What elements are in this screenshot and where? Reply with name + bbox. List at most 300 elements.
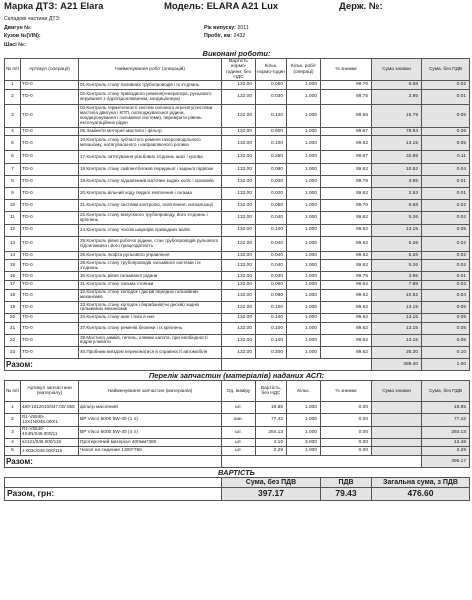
work-code: ТО-0	[21, 260, 79, 272]
part-sum: 284.13	[422, 426, 470, 438]
work-hours: 0.060	[256, 281, 287, 290]
work-pct: 99.70	[321, 81, 372, 90]
work-sum: 0.04	[422, 163, 470, 175]
parts-col-name: Найменування запчастин (матеріалів)	[79, 381, 222, 402]
work-rate: 132.00	[222, 281, 256, 290]
work-sum: 0.01	[422, 89, 470, 104]
work-pct: 99.62	[321, 212, 372, 224]
work-rate: 132.00	[222, 322, 256, 334]
part-row	[5, 438, 470, 447]
work-hours: 0.050	[256, 81, 287, 90]
work-qty: 1.000	[287, 127, 321, 136]
work-hours: 0.600	[256, 127, 287, 136]
work-row	[5, 81, 470, 90]
work-hours: 0.030	[256, 175, 287, 187]
work-rate: 132.00	[222, 301, 256, 313]
summary-col-vat: ПДВ	[321, 477, 372, 487]
work-discount: 5.26	[372, 236, 422, 251]
parts-total-label: Разом:	[5, 455, 222, 467]
work-name: 39.Мастило замків, петель, клямки капота, при необхідності відрегулювати	[79, 334, 222, 346]
work-code: ТО-0	[21, 334, 79, 346]
part-num: 1	[5, 402, 21, 414]
part-num: 5	[5, 447, 21, 456]
work-rate: 132.00	[222, 175, 256, 187]
work-sum: 0.02	[422, 260, 470, 272]
work-sum: 0.02	[422, 81, 470, 90]
work-pct: 99.62	[321, 136, 372, 151]
work-rate: 132.00	[222, 236, 256, 251]
work-row	[5, 289, 470, 301]
work-discount: 32.89	[372, 151, 422, 163]
work-qty: 1.000	[287, 200, 321, 212]
part-qty: 1.000	[287, 402, 321, 414]
work-code: ТО-0	[21, 151, 79, 163]
work-qty: 1.000	[287, 89, 321, 104]
work-sum: 0.02	[422, 200, 470, 212]
work-row	[5, 212, 470, 224]
part-discount	[372, 447, 422, 456]
work-discount: 13.15	[372, 314, 422, 323]
part-name: BP Visco 5000 5W-40 (4 л)	[79, 426, 222, 438]
work-name: 19.Контроль стану підшипників маточин задніх коліс і промоків	[79, 175, 222, 187]
col-pct: % знижки	[321, 59, 372, 81]
work-num: 16	[5, 272, 21, 281]
works-body	[5, 81, 470, 359]
work-discount: 2.63	[372, 187, 422, 199]
work-discount: 13.15	[372, 136, 422, 151]
part-row	[5, 426, 470, 438]
work-num: 23	[5, 347, 21, 359]
work-name: 40.Пробним виїздом переконатися в справності автомобіля	[79, 347, 222, 359]
work-hours: 0.080	[256, 163, 287, 175]
work-qty: 1.000	[287, 260, 321, 272]
work-row	[5, 151, 470, 163]
reg-field	[339, 1, 469, 12]
work-num: 8	[5, 175, 21, 187]
work-row	[5, 260, 470, 272]
work-discount: 5.26	[372, 251, 422, 260]
summary-values-row	[5, 487, 470, 500]
work-qty: 1.000	[287, 347, 321, 359]
work-name: 03.Контроль герметичності систем силового агрегату(системи мастила двигуна і КПП, охолоджувальної рідини, кондиціонування і гальмової системи), перевірити рівень експлуатаційних рідин	[79, 104, 222, 127]
work-code: ТО-0	[21, 187, 79, 199]
part-price: 4.16	[256, 438, 287, 447]
work-sum: 0.05	[422, 136, 470, 151]
work-rate: 132.00	[222, 289, 256, 301]
work-discount: 6.58	[372, 200, 422, 212]
summary-title: ВАРТІСТЬ	[218, 467, 255, 477]
works-total-spacer	[222, 359, 372, 371]
work-qty: 1.000	[287, 251, 321, 260]
work-name: 02.Контроль стану приводного ременя(генератора, рульового керування з гідропідсилювачем, кондиціонера)	[79, 89, 222, 104]
mileage-label: Пробіг, км:	[204, 33, 233, 39]
work-name: 28.Контроль стану трубопроводів гальмівної системи і їх з'єднань	[79, 260, 222, 272]
work-qty: 1.000	[287, 322, 321, 334]
work-sum: 0.11	[422, 151, 470, 163]
part-num: 3	[5, 426, 21, 438]
work-sum: 0.02	[422, 212, 470, 224]
work-code: ТО-0	[21, 272, 79, 281]
work-num: 12	[5, 224, 21, 236]
work-rate: 132.00	[222, 224, 256, 236]
work-num: 9	[5, 187, 21, 199]
work-discount: 78.94	[372, 127, 422, 136]
works-total-row	[5, 359, 470, 371]
work-row	[5, 272, 470, 281]
work-code: ТО-0	[21, 89, 79, 104]
work-name: 25.Контроль рівня робочої рідини, стан трубопроводів рульового підсилювача і його працездатність	[79, 236, 222, 251]
work-discount: 26.30	[372, 347, 422, 359]
work-pct: 99.62	[321, 251, 372, 260]
work-num: 1	[5, 81, 21, 90]
work-qty: 1.000	[287, 104, 321, 127]
work-pct: 99.62	[321, 347, 372, 359]
work-rate: 132.00	[222, 251, 256, 260]
work-row	[5, 200, 470, 212]
work-rate: 132.00	[222, 260, 256, 272]
work-hours: 0.040	[256, 236, 287, 251]
works-title: Виконані роботи:	[202, 49, 271, 58]
work-discount: 13.15	[372, 224, 422, 236]
work-code: ТО-0	[21, 81, 79, 90]
parts-col-discount: Сума знижки	[372, 381, 422, 402]
col-sum: Сума, без ПДВ	[422, 59, 470, 81]
work-sum: 0.10	[422, 347, 470, 359]
part-num: 2	[5, 414, 21, 426]
work-num: 15	[5, 260, 21, 272]
vin-label: Кузов №(VIN):	[4, 33, 41, 39]
work-hours: 0.030	[256, 89, 287, 104]
work-qty: 1.000	[287, 289, 321, 301]
work-rate: 132.00	[222, 314, 256, 323]
work-discount: 3.95	[372, 175, 422, 187]
work-rate: 132.00	[222, 272, 256, 281]
work-code: ТО-0	[21, 289, 79, 301]
work-discount: 3.95	[372, 89, 422, 104]
work-pct: 99.67	[321, 151, 372, 163]
works-header-row	[5, 59, 470, 81]
summary-blank	[5, 477, 222, 487]
col-num: № п/п	[5, 59, 21, 81]
part-pct: 0.00	[321, 426, 372, 438]
work-name: 33.Контроль стану колодок і барабанів(чи дисків) задніх гальмівних механізмів	[79, 301, 222, 313]
work-code: ТО-0	[21, 200, 79, 212]
work-sum: 0.05	[422, 314, 470, 323]
parts-body	[5, 402, 470, 456]
work-hours: 0.250	[256, 151, 287, 163]
part-name: Чехол на сидение 1300*790	[79, 447, 222, 456]
parts-col-pct: % знижки	[321, 381, 372, 402]
work-sum: 0.03	[422, 281, 470, 290]
work-qty: 1.000	[287, 175, 321, 187]
work-sum: 0.01	[422, 175, 470, 187]
works-table	[4, 58, 470, 371]
part-qty: 1.000	[287, 414, 321, 426]
work-qty: 1.000	[287, 272, 321, 281]
part-pct: 0.00	[321, 438, 372, 447]
work-code: ТО-0	[21, 212, 79, 224]
part-row	[5, 402, 470, 414]
part-unit: шт.	[222, 426, 256, 438]
work-row	[5, 136, 470, 151]
engine-year-row	[4, 24, 469, 33]
part-price: 77.42	[256, 414, 287, 426]
parts-total-spacer	[222, 455, 422, 467]
work-code: ТО-0	[21, 236, 79, 251]
work-pct: 99.62	[321, 236, 372, 251]
work-hours: 0.120	[256, 104, 287, 127]
part-sum: 19.85	[422, 402, 470, 414]
parts-row	[4, 15, 469, 24]
work-rate: 132.00	[222, 104, 256, 127]
parts-table	[4, 380, 470, 468]
work-hours: 0.200	[256, 347, 287, 359]
part-discount	[372, 426, 422, 438]
works-total-discount: 289.40	[372, 359, 422, 371]
work-num: 19	[5, 301, 21, 313]
part-code: R1-V5540-12Х1N/048.000/1	[21, 414, 79, 426]
work-name: 18.Контроль стану сайлентблоков передньої і задньої підвіски	[79, 163, 222, 175]
work-hours: 0.100	[256, 314, 287, 323]
part-qty: 3.000	[287, 438, 321, 447]
work-hours: 0.100	[256, 224, 287, 236]
col-code: Артикул (операції)	[21, 59, 79, 81]
work-rate: 132.00	[222, 212, 256, 224]
chassis-label: Шасі №:	[4, 41, 26, 48]
col-rate: Вартість нормо-години, без НДС	[222, 59, 256, 81]
work-pct: 99.62	[321, 301, 372, 313]
work-qty: 1.000	[287, 224, 321, 236]
work-hours: 0.030	[256, 272, 287, 281]
brand-value: A21 Elara	[60, 1, 104, 12]
work-qty: 1.000	[287, 163, 321, 175]
work-name: 22.Контроль стану випускного трубопроводу, його з'єднань і кріплень	[79, 212, 222, 224]
work-name: 21.Контроль стану системи контролю, освітлення, сигналізації	[79, 200, 222, 212]
work-name: 30.Контроль рівня гальмівної рідини	[79, 272, 222, 281]
part-discount	[372, 438, 422, 447]
part-code: s4131/046.000/115	[21, 438, 79, 447]
work-row	[5, 187, 470, 199]
work-row	[5, 314, 470, 323]
work-num: 18	[5, 289, 21, 301]
work-discount: 3.95	[372, 272, 422, 281]
work-row	[5, 163, 470, 175]
engine-label: Двигун №:	[4, 24, 32, 31]
col-name: Найменування робіт (операцій)	[79, 59, 222, 81]
work-sum: 0.05	[422, 301, 470, 313]
work-code: ТО-0	[21, 301, 79, 313]
parts-total-sum: 396.17	[422, 455, 470, 467]
part-price: 2.29	[256, 447, 287, 456]
work-discount: 13.15	[372, 301, 422, 313]
work-qty: 1.000	[287, 314, 321, 323]
parts-header-row	[5, 381, 470, 402]
part-unit: шт.	[222, 438, 256, 447]
work-hours: 0.100	[256, 334, 287, 346]
year-label: Рік випуску:	[204, 24, 236, 31]
part-pct: 0.00	[321, 414, 372, 426]
work-pct: 99.62	[321, 163, 372, 175]
part-qty: 1.000	[287, 426, 321, 438]
work-name: 37.Контроль стану ременів безпеки і їх кріплень	[79, 322, 222, 334]
work-qty: 1.000	[287, 151, 321, 163]
year-value: 2011	[237, 24, 249, 31]
col-hours: Кільк. нормо-годин	[256, 59, 287, 81]
work-num: 21	[5, 322, 21, 334]
summary-total: 476.60	[372, 487, 470, 500]
work-row	[5, 224, 470, 236]
work-rate: 132.00	[222, 347, 256, 359]
work-discount: 13.15	[372, 334, 422, 346]
work-hours: 0.050	[256, 200, 287, 212]
work-name: 01.Контроль стану паливних трубопроводів і їх з'єднань	[79, 81, 222, 90]
work-row	[5, 175, 470, 187]
work-name: 26.Контроль люфта рульового управління	[79, 251, 222, 260]
part-name: Протирочний матеріал 400мм*380	[79, 438, 222, 447]
work-row	[5, 251, 470, 260]
work-pct: 99.75	[321, 272, 372, 281]
work-rate: 132.00	[222, 187, 256, 199]
part-discount	[372, 414, 422, 426]
work-rate: 132.00	[222, 136, 256, 151]
part-code: z-003c/046.000/115	[21, 447, 79, 456]
work-qty: 1.000	[287, 81, 321, 90]
part-code: R1-V5540-4Х4N/046.000/11	[21, 426, 79, 438]
work-sum: 0.26	[422, 127, 470, 136]
work-rate: 132.00	[222, 334, 256, 346]
work-sum: 0.01	[422, 187, 470, 199]
works-total-label: Разом:	[5, 359, 222, 371]
work-pct: 99.62	[321, 322, 372, 334]
work-code: ТО-0	[21, 281, 79, 290]
part-unit: шт.	[222, 447, 256, 456]
parts-col-code: Артикул запчастини (матеріалу)	[21, 381, 79, 402]
work-qty: 1.000	[287, 212, 321, 224]
work-qty: 1.000	[287, 136, 321, 151]
work-num: 6	[5, 151, 21, 163]
work-num: 13	[5, 236, 21, 251]
work-name: 34.Контроль стану шин і тиск в них	[79, 314, 222, 323]
work-num: 10	[5, 200, 21, 212]
part-row	[5, 414, 470, 426]
work-num: 7	[5, 163, 21, 175]
part-num: 4	[5, 438, 21, 447]
work-rate: 132.00	[222, 151, 256, 163]
work-code: ТО-0	[21, 322, 79, 334]
work-code: ТО-0	[21, 127, 79, 136]
work-pct: 99.66	[321, 104, 372, 127]
work-code: ТО-0	[21, 104, 79, 127]
part-name: BP Visco 5000 5W-40 (1 л)	[79, 414, 222, 426]
part-unit: кан.	[222, 414, 256, 426]
part-unit: шт.	[222, 402, 256, 414]
work-hours: 0.080	[256, 289, 287, 301]
work-name: 20.Контроль вільний ходу педалі зчеплення і гальма	[79, 187, 222, 199]
work-name: 24.Контроль стану чохлів шарнірів приводних валів	[79, 224, 222, 236]
work-discount: 7.89	[372, 281, 422, 290]
work-discount: 13.15	[372, 322, 422, 334]
brand-field	[4, 1, 164, 12]
part-pct: 0.00	[321, 402, 372, 414]
work-discount: 15.79	[372, 104, 422, 127]
work-num: 20	[5, 314, 21, 323]
work-name: 10.Контроль стану зубчастого ременя газорозподільного механізму, натягувального і направляючого ролика	[79, 136, 222, 151]
work-row	[5, 281, 470, 290]
works-total-sum: 1.00	[422, 359, 470, 371]
work-sum: 0.02	[422, 236, 470, 251]
work-code: ТО-0	[21, 251, 79, 260]
work-sum: 0.01	[422, 272, 470, 281]
work-hours: 0.100	[256, 136, 287, 151]
work-num: 22	[5, 334, 21, 346]
summary-header-row	[5, 477, 470, 487]
model-label: Модель:	[164, 1, 204, 12]
work-row	[5, 236, 470, 251]
work-pct: 99.70	[321, 200, 372, 212]
work-row	[5, 347, 470, 359]
work-code: ТО-0	[21, 347, 79, 359]
work-discount: 10.52	[372, 289, 422, 301]
parts-col-qty: Кільк.	[287, 381, 321, 402]
work-row	[5, 301, 470, 313]
work-code: ТО-0	[21, 314, 79, 323]
work-sum: 0.02	[422, 251, 470, 260]
summary-col-sum: Сума, без ПДВ	[222, 477, 321, 487]
work-num: 5	[5, 136, 21, 151]
work-code: ТО-0	[21, 163, 79, 175]
work-qty: 1.000	[287, 281, 321, 290]
work-rate: 132.00	[222, 81, 256, 90]
work-pct: 99.62	[321, 187, 372, 199]
part-qty: 1.000	[287, 447, 321, 456]
work-hours: 0.040	[256, 260, 287, 272]
part-price: 19.85	[256, 402, 287, 414]
work-name: 31.Контроль стану гальма стоянки	[79, 281, 222, 290]
part-row	[5, 447, 470, 456]
work-rate: 132.00	[222, 127, 256, 136]
work-qty: 1.000	[287, 187, 321, 199]
part-code: 480-1012010/047.00/.055	[21, 402, 79, 414]
work-code: ТО-0	[21, 175, 79, 187]
work-discount: 5.26	[372, 212, 422, 224]
vin-mileage-row	[4, 32, 469, 41]
parts-col-price: Вартість, без НДС	[256, 381, 287, 402]
col-discount: Сума знижки	[372, 59, 422, 81]
summary-vat: 79.43	[321, 487, 372, 500]
work-pct: 99.62	[321, 314, 372, 323]
work-qty: 1.000	[287, 334, 321, 346]
work-row	[5, 104, 470, 127]
work-name: 05.Замінити моторне мастило і фільтр	[79, 127, 222, 136]
work-pct: 99.75	[321, 89, 372, 104]
parts-col-num: № п/п	[5, 381, 21, 402]
work-discount: 5.26	[372, 260, 422, 272]
work-sum: 0.05	[422, 334, 470, 346]
work-num: 17	[5, 281, 21, 290]
part-sum: 2.29	[422, 447, 470, 456]
col-qty: Кільк. робіт (операці)	[287, 59, 321, 81]
work-name: 32.Контроль стану колодок і дисків передніх гальмівних механізмів	[79, 289, 222, 301]
work-row	[5, 334, 470, 346]
parts-label: Складові частини ДТЗ:	[4, 16, 61, 22]
model-value: ELARA A21 Lux	[206, 1, 279, 12]
work-qty: 1.000	[287, 301, 321, 313]
work-discount: 6.58	[372, 81, 422, 90]
part-pct: 0.00	[321, 447, 372, 456]
work-hours: 0.100	[256, 301, 287, 313]
part-sum: 77.42	[422, 414, 470, 426]
work-hours: 0.020	[256, 187, 287, 199]
